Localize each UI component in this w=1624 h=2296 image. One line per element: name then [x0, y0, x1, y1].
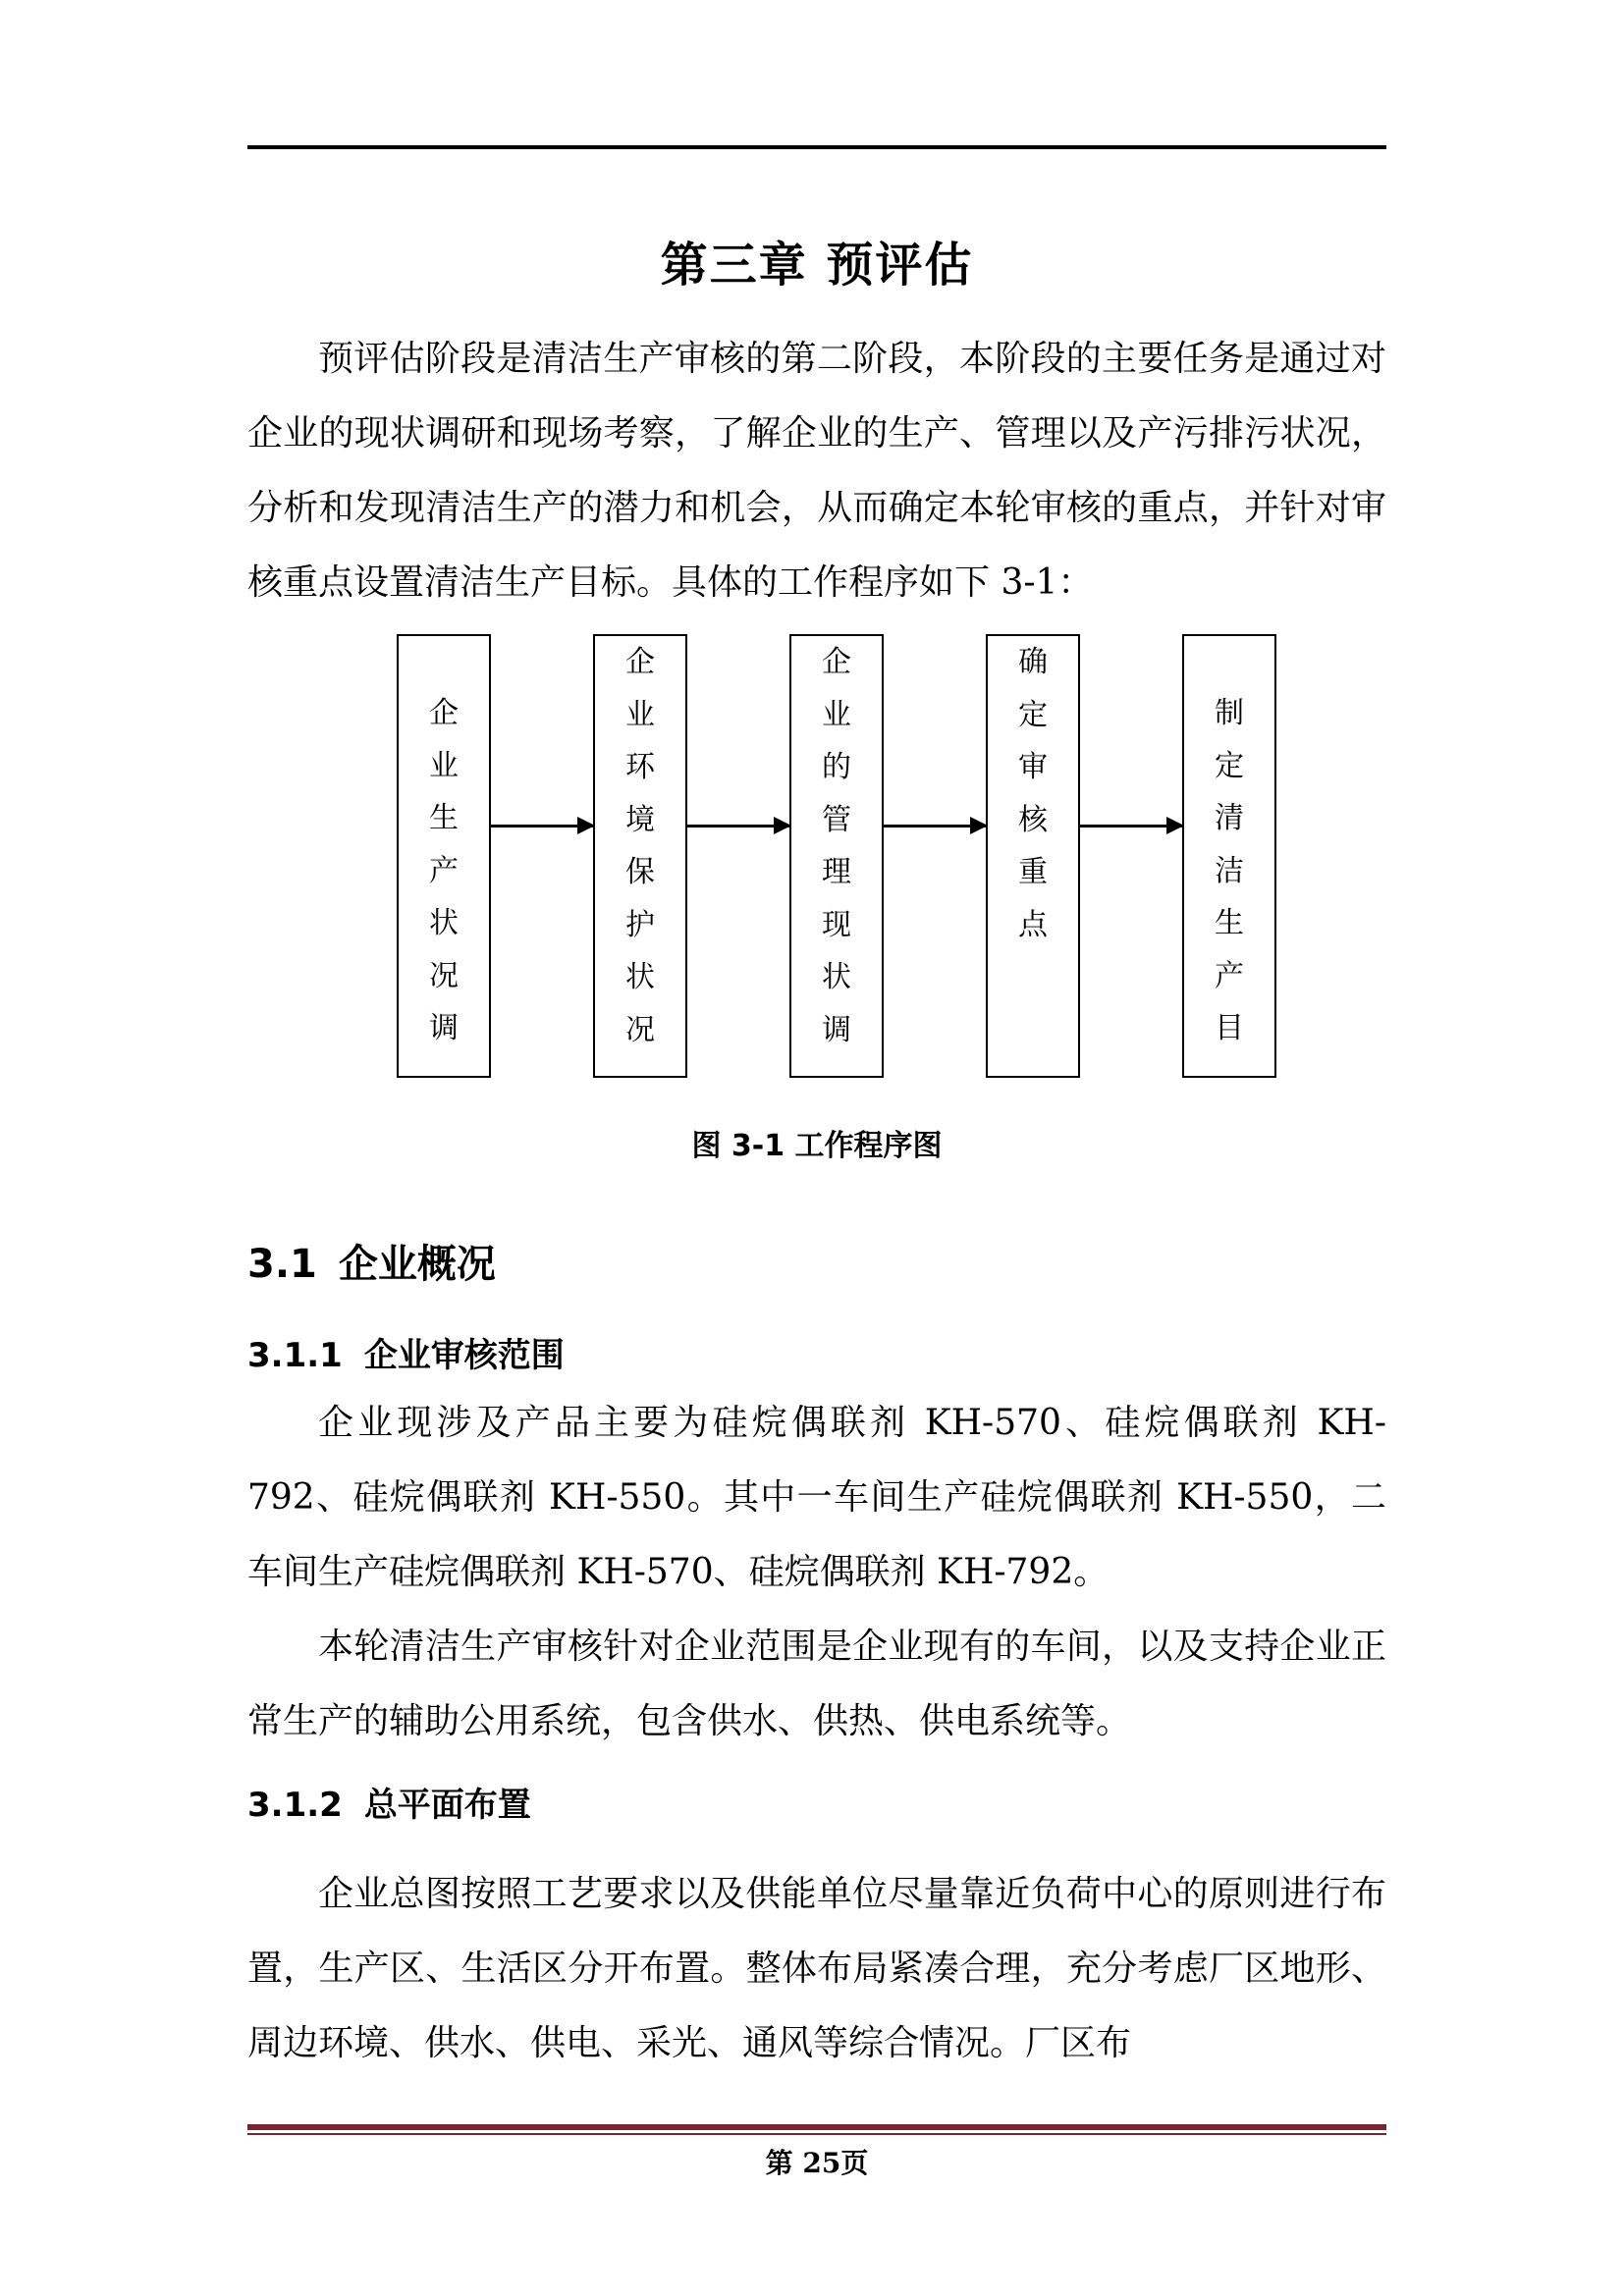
flow-box-char: 调 — [429, 1011, 459, 1045]
flow-box-char: 调 — [822, 1012, 851, 1047]
flow-box-3 — [789, 634, 884, 1078]
flow-box-char: 产 — [1215, 958, 1244, 993]
flow-box-char: 清 — [1215, 801, 1244, 835]
flow-box-3-label — [791, 636, 882, 1056]
flow-box-char: 目 — [1215, 1011, 1244, 1045]
subsection-number: 3.1.2 — [247, 1786, 343, 1825]
chapter-title: 第三章 预评估 — [660, 238, 974, 293]
flow-box-char: 状 — [822, 960, 851, 994]
flow-box-4 — [986, 634, 1080, 1078]
flow-box-char: 审 — [1018, 750, 1048, 784]
flow-box-char: 环 — [625, 750, 655, 784]
audit-scope-paragraph-2: 本轮清洁生产审核针对企业范围是企业现有的车间，以及支持企业正常生产的辅助公用系统，包含供水、供热、供电系统等。 — [247, 1627, 1386, 1741]
layout-paragraph-1: 企业总图按照工艺要求以及供能单位尽量靠近负荷中心的原则进行布置，生产区、生活区分开布置。整体布局紧凑合理，充分考虑厂区地形、周边环境、供水、供电、采光、通风等综合情况。厂区布 — [247, 1874, 1386, 2063]
subsection-title: 总平面布置 — [363, 1786, 531, 1825]
intro-paragraph: 预评估阶段是清洁生产审核的第二阶段，本阶段的主要任务是通过对企业的现状调研和现场考察，了解企业的生产、管理以及产污排污状况，分析和发现清洁生产的潜力和机会，从而确定本轮审核的重点，并针对审核重点设置清洁生产目标。具体的工作程序如下 3-1： — [247, 339, 1386, 603]
flow-box-char: 的 — [822, 750, 851, 784]
workflow-diagram — [247, 628, 1386, 1099]
flow-arrow-1 — [491, 825, 593, 828]
flow-box-char: 业 — [625, 697, 655, 732]
flow-box-char: 况 — [625, 1012, 655, 1047]
flow-arrow-2 — [687, 825, 789, 828]
flow-box-4-label — [988, 636, 1078, 951]
flow-box-char: 定 — [1018, 697, 1048, 732]
flow-box-char: 确 — [1018, 645, 1048, 679]
section-heading-3-1-1 — [247, 1333, 565, 1378]
subsection-title: 企业审核范围 — [363, 1336, 565, 1375]
section-number: 3.1 — [247, 1242, 317, 1287]
flow-box-char: 重 — [1018, 855, 1048, 889]
flow-box-char: 况 — [429, 958, 459, 993]
flow-box-char: 业 — [822, 697, 851, 732]
flow-box-char: 保 — [625, 855, 655, 889]
flow-box-char: 境 — [625, 802, 655, 837]
flow-arrow-3 — [884, 825, 986, 828]
flow-box-1 — [397, 634, 491, 1078]
flow-box-char: 现 — [822, 907, 851, 942]
figure-caption: 图 3-1 工作程序图 — [691, 1129, 943, 1163]
section-heading-3-1-2 — [247, 1783, 531, 1828]
flow-arrow-4 — [1080, 825, 1182, 828]
flow-box-char: 业 — [429, 748, 459, 783]
flow-box-char: 状 — [625, 960, 655, 994]
flow-box-char: 制 — [1215, 696, 1244, 730]
flow-box-5-label — [1184, 687, 1274, 1055]
audit-scope-paragraph-1: 企业现涉及产品主要为硅烷偶联剂 KH-570、硅烷偶联剂 KH-792、硅烷偶联剂 KH-550。其中一车间生产硅烷偶联剂 KH-550，二车间生产硅烷偶联剂 KH-570、硅烷偶联剂 KH-792。 — [247, 1403, 1386, 1592]
footer-rule-thin — [247, 2133, 1386, 2135]
flow-box-char: 生 — [1215, 906, 1244, 940]
section-title: 企业概况 — [338, 1242, 496, 1287]
flow-box-char: 护 — [625, 907, 655, 942]
flow-box-char: 状 — [429, 906, 459, 940]
flow-box-char: 企 — [429, 696, 459, 730]
footer-rule — [247, 2124, 1386, 2130]
header-rule — [247, 145, 1386, 149]
flow-box-1-label — [399, 687, 489, 1055]
flow-box-char: 管 — [822, 802, 851, 837]
flow-box-char: 定 — [1215, 748, 1244, 783]
section-heading-3-1 — [247, 1239, 496, 1290]
flow-box-2 — [593, 634, 687, 1078]
flow-box-5 — [1182, 634, 1276, 1078]
flow-box-char: 核 — [1018, 802, 1048, 837]
flow-box-char: 理 — [822, 855, 851, 889]
flow-box-char: 点 — [1018, 907, 1048, 942]
flow-box-2-label — [595, 636, 685, 1056]
subsection-number: 3.1.1 — [247, 1336, 343, 1375]
flow-box-char: 洁 — [1215, 853, 1244, 888]
flow-box-char: 企 — [625, 645, 655, 679]
flow-box-char: 企 — [822, 645, 851, 679]
flow-box-char: 产 — [429, 853, 459, 888]
flow-box-char: 生 — [429, 801, 459, 835]
page-number: 第 25页 — [765, 2147, 869, 2179]
